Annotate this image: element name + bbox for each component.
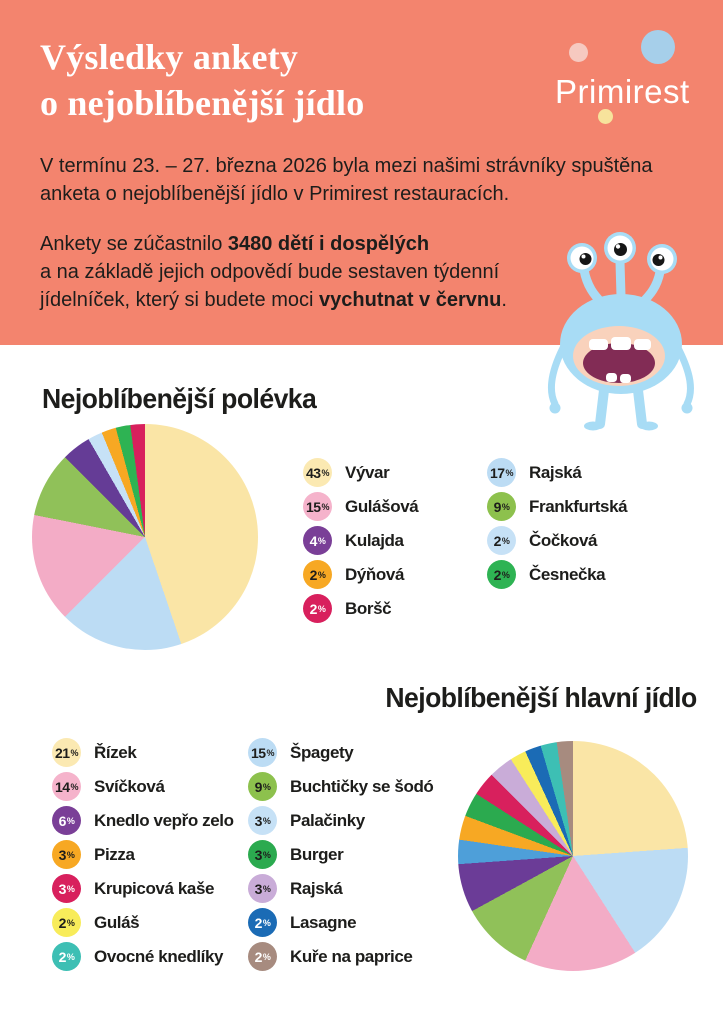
soup-pie-chart	[32, 424, 258, 650]
percent-sign: %	[501, 535, 510, 546]
percent-value: 3	[254, 846, 262, 863]
legend-label: Ovocné knedlíky	[94, 946, 224, 966]
legend-item	[248, 772, 433, 801]
emphasis-text: vychutnat v červnu	[319, 289, 502, 311]
percent-badge	[303, 526, 332, 555]
percent-sign: %	[262, 849, 271, 860]
percent-badge	[487, 458, 516, 487]
percent-badge	[52, 942, 81, 971]
legend-item	[248, 908, 433, 937]
percent-sign: %	[262, 883, 271, 894]
percent-badge	[248, 908, 277, 937]
percent-value: 15	[250, 744, 266, 761]
percent-badge	[248, 738, 277, 767]
legend-label: Kuře na paprice	[290, 946, 413, 966]
percent-sign: %	[262, 917, 271, 928]
percent-sign: %	[505, 467, 514, 478]
legend-label: Boršč	[345, 598, 392, 618]
percent-value: 3	[254, 880, 262, 897]
percent-badge	[487, 560, 516, 589]
emphasis-text: 3480 dětí i dospělých	[227, 233, 430, 255]
percent-sign: %	[66, 815, 75, 826]
page-title-line1: Výsledky ankety	[40, 37, 299, 77]
percent-sign: %	[262, 951, 271, 962]
percent-badge	[248, 942, 277, 971]
percent-badge	[303, 458, 332, 487]
percent-sign: %	[70, 781, 79, 792]
percent-value: 21	[54, 744, 70, 761]
logo-dot-blue-icon	[641, 30, 675, 64]
percent-badge	[52, 908, 81, 937]
soup-legend-column-1	[303, 458, 418, 628]
percent-badge	[52, 738, 81, 767]
legend-label: Rajská	[529, 462, 582, 482]
percent-sign: %	[501, 501, 510, 512]
soup-legend-column-2	[487, 458, 627, 594]
legend-label: Guláš	[94, 912, 140, 932]
percent-value: 15	[305, 498, 321, 515]
legend-item	[52, 738, 234, 767]
percent-badge	[487, 492, 516, 521]
page-title	[40, 34, 364, 126]
percent-value: 6	[58, 812, 66, 829]
legend-label: Frankfurtská	[529, 496, 628, 516]
percent-sign: %	[321, 467, 330, 478]
page-title-line2: o nejoblíbenější jídlo	[40, 83, 365, 124]
legend-label: Rajská	[290, 878, 343, 898]
percent-badge	[52, 874, 81, 903]
legend-item	[303, 492, 418, 521]
percent-value: 2	[309, 566, 317, 583]
percent-badge	[248, 806, 277, 835]
percent-badge	[248, 772, 277, 801]
percent-sign: %	[266, 747, 275, 758]
monster-mascot-icon	[535, 232, 705, 437]
legend-label: Špagety	[290, 742, 354, 762]
legend-item	[52, 840, 234, 869]
percent-value: 9	[254, 778, 262, 795]
legend-item	[303, 526, 418, 555]
percent-value: 3	[58, 880, 66, 897]
percent-sign: %	[66, 883, 75, 894]
percent-badge	[303, 594, 332, 623]
percent-sign: %	[317, 569, 326, 580]
legend-label: Knedlo vepřo zelo	[94, 810, 234, 830]
main-dish-pie-chart	[458, 741, 688, 971]
percent-value: 2	[58, 914, 66, 931]
legend-item	[303, 594, 418, 623]
percent-sign: %	[66, 951, 75, 962]
legend-label: Palačinky	[290, 810, 365, 830]
percent-badge	[52, 806, 81, 835]
legend-item	[52, 942, 234, 971]
legend-item	[248, 874, 433, 903]
legend-item	[487, 492, 627, 521]
percent-badge	[487, 526, 516, 555]
percent-sign: %	[321, 501, 330, 512]
percent-value: 2	[309, 600, 317, 617]
legend-item	[487, 458, 627, 487]
percent-badge	[248, 874, 277, 903]
legend-item	[52, 772, 234, 801]
percent-value: 9	[493, 498, 501, 515]
legend-item	[52, 806, 234, 835]
percent-badge	[303, 560, 332, 589]
legend-label: Vývar	[345, 462, 390, 482]
percent-badge	[303, 492, 332, 521]
legend-label: Burger	[290, 844, 344, 864]
legend-item	[248, 806, 433, 835]
percent-sign: %	[66, 917, 75, 928]
percent-sign: %	[501, 569, 510, 580]
soup-section-title: Nejoblíbenější polévka	[42, 383, 317, 414]
legend-label: Česnečka	[529, 564, 606, 584]
legend-item	[303, 560, 418, 589]
percent-value: 2	[493, 566, 501, 583]
legend-label: Krupicová kaše	[94, 878, 215, 898]
percent-badge	[52, 840, 81, 869]
legend-item	[487, 560, 627, 589]
percent-value: 4	[309, 532, 317, 549]
logo-dot-pink-icon	[569, 43, 588, 62]
legend-item	[52, 874, 234, 903]
details-paragraph	[40, 230, 562, 314]
percent-value: 43	[305, 464, 321, 481]
logo-wordmark: Primirest	[555, 73, 690, 110]
percent-value: 14	[54, 778, 70, 795]
legend-item	[303, 458, 418, 487]
percent-value: 3	[58, 846, 66, 863]
legend-item	[248, 840, 433, 869]
percent-value: 2	[58, 948, 66, 965]
legend-item	[248, 942, 433, 971]
percent-sign: %	[317, 603, 326, 614]
body-text: .	[501, 289, 507, 311]
legend-label: Gulášová	[345, 496, 419, 516]
legend-label: Dýňová	[345, 564, 405, 584]
main-dish-section-title: Nejoblíbenější hlavní jídlo	[385, 682, 697, 713]
legend-item	[487, 526, 627, 555]
percent-sign: %	[262, 815, 271, 826]
percent-sign: %	[317, 535, 326, 546]
legend-item	[52, 908, 234, 937]
legend-label: Kulajda	[345, 530, 404, 550]
legend-label: Svíčková	[94, 776, 165, 796]
primirest-logo	[535, 25, 715, 140]
logo-dot-yellow-icon	[598, 109, 613, 124]
percent-badge	[52, 772, 81, 801]
percent-value: 2	[254, 948, 262, 965]
intro-paragraph: V termínu 23. – 27. března 2026 byla mezi našimi strávníky spuštěna anketa o nejoblíbenější jídlo v Primirest restauracích.	[40, 155, 653, 205]
legend-label: Řízek	[94, 742, 137, 762]
body-text: Ankety se zúčastnilo	[40, 233, 228, 255]
percent-sign: %	[66, 849, 75, 860]
legend-label: Pizza	[94, 844, 135, 864]
percent-value: 2	[254, 914, 262, 931]
main-dish-legend-column-2	[248, 738, 433, 976]
main-dish-legend-column-1	[52, 738, 234, 976]
legend-label: Čočková	[529, 530, 598, 550]
legend-label: Buchtičky se šodó	[290, 776, 434, 796]
percent-sign: %	[262, 781, 271, 792]
percent-value: 2	[493, 532, 501, 549]
percent-sign: %	[70, 747, 79, 758]
body-text: a na základě jejich odpovědí bude sestaven týdenní jídelníček, který si budete moci	[40, 261, 500, 311]
legend-item	[248, 738, 433, 767]
percent-value: 17	[489, 464, 505, 481]
percent-badge	[248, 840, 277, 869]
percent-value: 3	[254, 812, 262, 829]
legend-label: Lasagne	[290, 912, 357, 932]
